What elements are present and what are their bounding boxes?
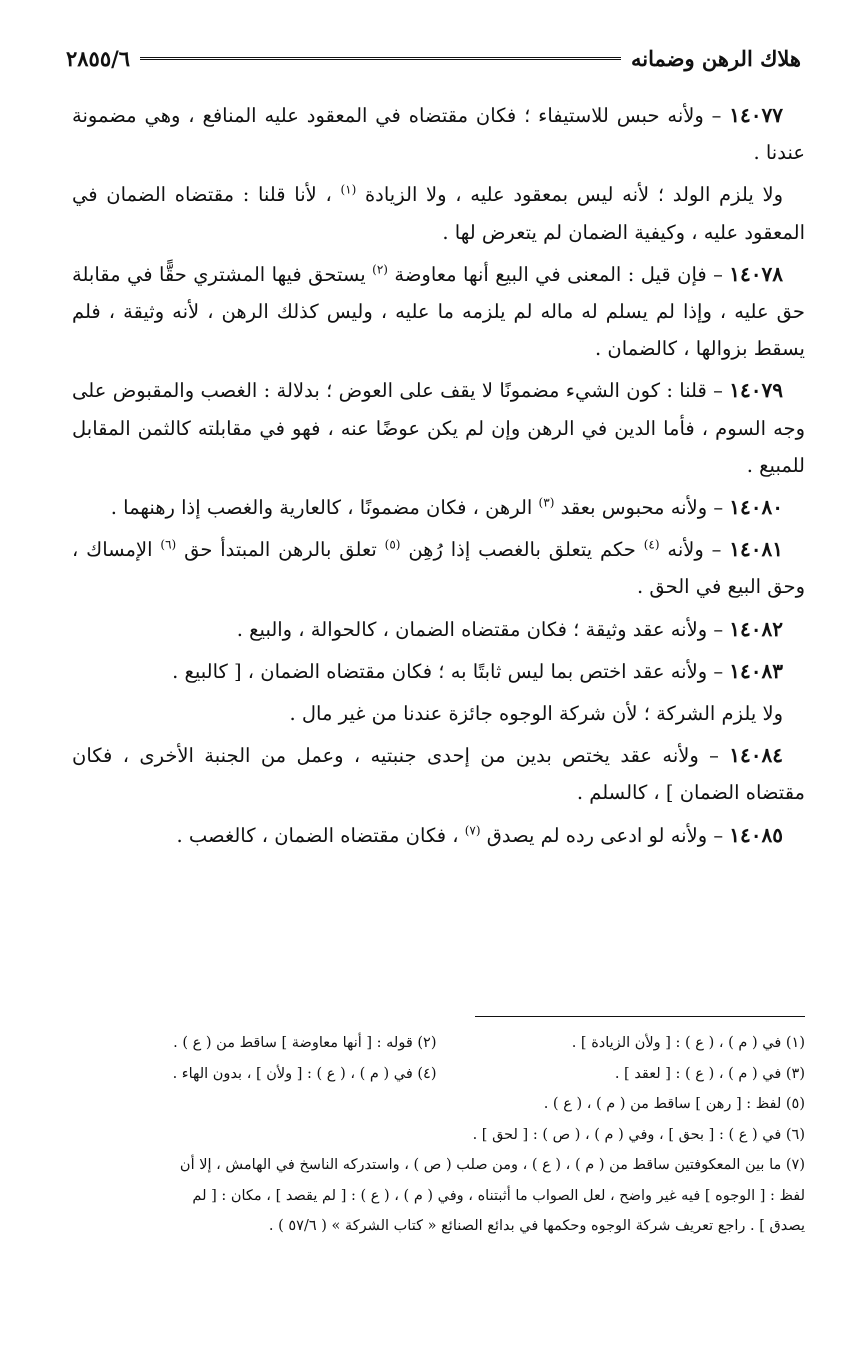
paragraph-14077 [72,97,805,171]
main-text [72,97,805,859]
paragraph-14085 [72,817,805,854]
paragraph-number: ١٤٠٨١ [729,537,783,562]
footnote-separator [475,1016,805,1017]
paragraph-text: – ولأنه حبس للاستيفاء ؛ فكان مقتضاه في المعقود عليه المنافع ، وهي مضمونة عندنا . [72,104,805,165]
paragraph-number: ١٤٠٨٤ [729,743,783,768]
paragraph-unnumbered [72,176,805,250]
paragraph-number: ١٤٠٧٧ [729,103,783,127]
page-reference: ٢٨٥٥/٦ [66,45,131,71]
footnote-7-line-1: (٧) ما بين المعكوفتين ساقط من ( م ) ، ( ع ) ، ومن صلب ( ص ) ، واستدركه الناسخ في الهامش ، إلا أن [179,1157,805,1173]
footnote-6: (٦) في ( ع ) : [ بحق ] ، وفي ( م ) ، ( ص ) : [ لحق ] . [472,1126,805,1143]
paragraph-text: – فإن قيل : المعنى في البيع أنها معاوضة [394,262,730,286]
footnote-3: (٣) في ( م ) ، ( ع ) : [ لعقد ] . [614,1065,805,1082]
paragraph-text: يستحق فيها المشتري حقًّا في مقابلة حق عليه ، وإذا لم يسلم له ماله لم يلزمه ما عليه ، وليس كذلك الرهن ، لأنه وثيقة ، فلم يسقط بزوالها ، كالضمان . [72,262,805,361]
paragraph-unnumbered [72,695,805,732]
paragraph-text: – ولأنه عقد اختص بما ليس ثابتًا به ؛ فكان مقتضاه الضمان ، [ كالبيع . [172,659,730,683]
paragraph-14078 [72,256,805,368]
footnote-ref: (٥) [384,537,401,552]
paragraph-text: الرهن ، فكان مضمونًا ، كالعارية والغصب إذا رهنهما . [110,496,539,520]
paragraph-text: حكم يتعلق بالغصب إذا رُهِن [408,538,644,562]
paragraph-text: – ولأنه محبوس بعقد [560,496,730,520]
footnote-ref: (٤) [643,537,660,552]
paragraph-text: تعلق بالرهن المبتدأ حق [184,538,385,562]
paragraph-14081 [72,531,805,605]
paragraph-number: ١٤٠٧٨ [729,261,784,286]
paragraph-14084 [72,737,805,811]
paragraph-14079 [72,372,805,484]
footnote-row [68,1028,805,1059]
footnote-5: (٥) لفظ : [ رهن ] ساقط من ( م ) ، ( ع ) . [543,1096,805,1112]
running-header [66,38,801,78]
paragraph-number: ١٤٠٨٢ [729,616,783,641]
paragraph-text: – ولأنه عقد يختص بدين من إحدى جنبتيه ، وعمل من الجنبة الأخرى ، فكان مقتضاه الضمان ] ، كالسلم . [72,744,805,805]
paragraph-14083 [72,653,805,690]
footnote-1: (١) في ( م ) ، ( ع ) : [ ولأن الزيادة ] . [571,1035,805,1051]
footnote-7-line-3: يصدق ] . راجع تعريف شركة الوجوه وحكمها في بدائع الصنائع « كتاب الشركة » ( ٥٧/٦ ) . [268,1218,805,1234]
paragraph-14080 [72,489,805,526]
paragraph-text: ، فكان مقتضاه الضمان ، كالغصب . [176,823,465,847]
footnote-4: (٤) في ( م ) ، ( ع ) : [ ولأن ] ، بدون الهاء . [172,1065,437,1082]
footnote-ref: (٢) [372,262,388,277]
paragraph-text: – قلنا : كون الشيء مضمونًا لا يقف على العوض ؛ بدلالة : الغصب والمقبوض على وجه السوم ، فأما الدين في الرهن وإن لم يكن عوضًا عنه ، فهو في مقابلته كالثمن المقابل للمبيع . [72,379,805,477]
paragraph-text: ، لأنا قلنا : مقتضاه الضمان في المعقود عليه ، وكيفية الضمان لم يتعرض لها . [72,183,805,244]
footnotes [68,1028,805,1242]
paragraph-text: – ولأنه عقد وثيقة ؛ فكان مقتضاه الضمان ، كالحوالة ، والبيع . [236,617,730,641]
paragraph-text: الإمساك ، وحق البيع في الحق . [72,538,805,599]
header-rule [140,57,621,60]
paragraph-text: ولا يلزم الولد ؛ لأنه ليس بمعقود عليه ، ولا الزيادة [364,183,783,207]
paragraph-text: – ولأنه لو ادعى رده لم يصدق [486,823,730,847]
paragraph-number: ١٤٠٧٩ [729,378,783,403]
footnote-ref: (٣) [538,495,555,510]
paragraph-text: ولا يلزم الشركة ؛ لأن شركة الوجوه جائزة عندنا من غير مال . [289,702,783,726]
footnote-row [68,1059,805,1090]
footnote-7-line-2: لفظ : [ الوجوه ] فيه غير واضح ، لعل الصواب ما أثبتناه ، وفي ( م ) ، ( ع ) : [ لم يقصد ] ، مكان : [ لم [192,1187,805,1204]
footnote-ref: (٦) [160,537,177,552]
paragraph-text: – ولأنه [667,538,730,562]
footnote-ref: (٧) [464,823,481,838]
paragraph-number: ١٤٠٨٣ [729,658,783,683]
paragraph-number: ١٤٠٨٠ [729,495,783,520]
paragraph-number: ١٤٠٨٥ [729,822,783,847]
footnote-2: (٢) قوله : [ أنها معاوضة ] ساقط من ( ع ) . [173,1035,437,1051]
footnote-ref: (١) [340,182,357,197]
paragraph-14082 [72,611,805,648]
chapter-title: هلاك الرهن وضمانه [630,45,801,71]
